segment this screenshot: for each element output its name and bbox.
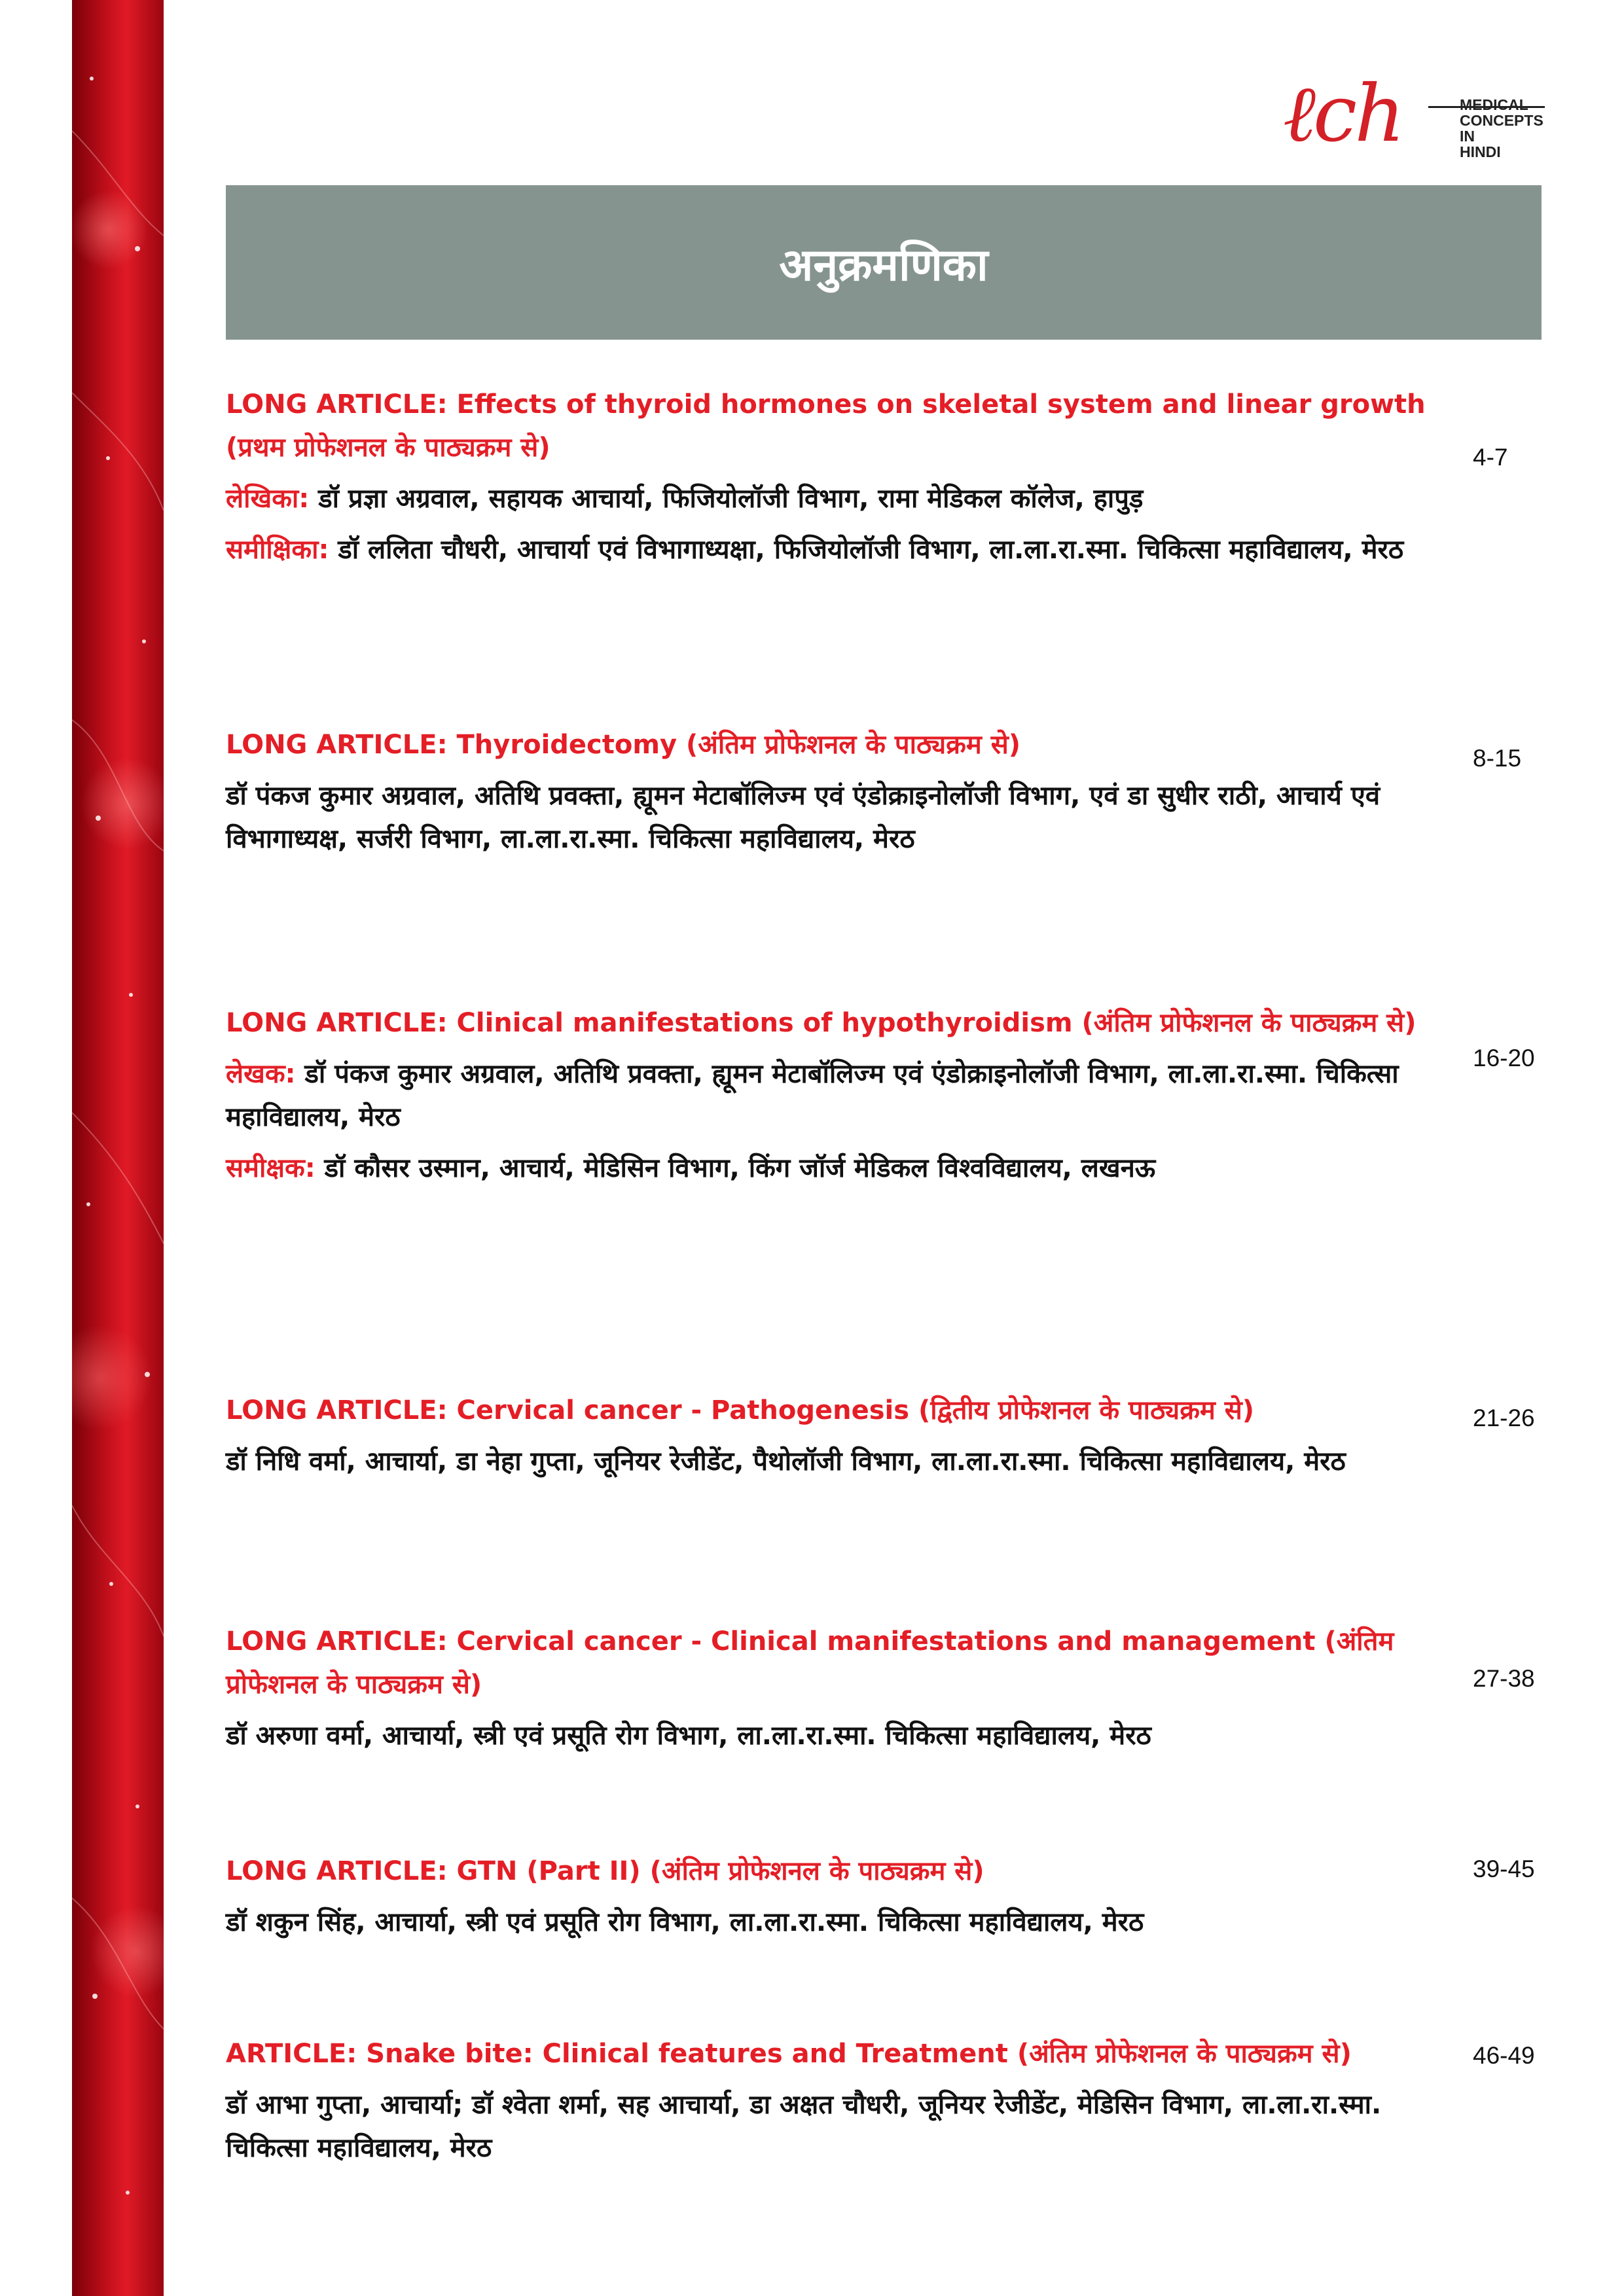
entry-title[interactable]: LONG ARTICLE: GTN (Part II) (अंतिम प्रोफेशनल के पाठ्यक्रम से): [226, 1856, 984, 1886]
mch-logo: [1283, 65, 1545, 164]
toc-entry[interactable]: [226, 1850, 1470, 1944]
reviewer-line: [226, 1147, 1470, 1190]
reviewer-label: समीक्षक:: [226, 1153, 316, 1183]
author-line: [226, 1714, 1470, 1757]
author-label: लेखक:: [226, 1059, 296, 1089]
page-range: 27-38: [1473, 1665, 1535, 1692]
page-range: 8-15: [1473, 745, 1522, 772]
toc-entry[interactable]: [226, 1389, 1470, 1483]
author-text: डॉ शकुन सिंह, आचार्या, स्त्री एवं प्रसूति रोग विभाग, ला.ला.रा.स्मा. चिकित्सा महाविद्यालय, मेरठ: [226, 1907, 1144, 1937]
reviewer-label: समीक्षिका:: [226, 535, 329, 565]
header-bar: [226, 185, 1542, 340]
page-title: अनुक्रमणिका: [779, 239, 988, 291]
author-label: लेखिका:: [226, 484, 310, 514]
author-text: डॉ अरुणा वर्मा, आचार्या, स्त्री एवं प्रसूति रोग विभाग, ला.ला.रा.स्मा. चिकित्सा महाविद्यालय, मेरठ: [226, 1721, 1151, 1751]
toc-entry[interactable]: [226, 723, 1470, 861]
author-text: डॉ पंकज कुमार अग्रवाल, अतिथि प्रवक्ता, ह्यूमन मेटाबॉलिज्म एवं एंडोक्राइनोलॉजी विभाग, एवं डा सुधीर राठी, आचार्य एवं विभागाध्यक्ष, सर्जरी विभाग, ला.ला.रा.स्मा. चिकित्सा महाविद्यालय, मेरठ: [226, 781, 1380, 854]
logo-line-3: HINDI: [1460, 143, 1501, 160]
entry-title[interactable]: LONG ARTICLE: Thyroidectomy (अंतिम प्रोफेशनल के पाठ्यक्रम से): [226, 730, 1021, 760]
toc-entry[interactable]: [226, 1001, 1470, 1190]
toc-entry[interactable]: [226, 1620, 1470, 1757]
author-text: डॉ प्रज्ञा अग्रवाल, सहायक आचार्या, फिजियोलॉजी विभाग, रामा मेडिकल कॉलेज, हापुड़: [309, 484, 1144, 514]
logo-text: [1460, 97, 1545, 160]
logo-line-1: MEDICAL: [1460, 96, 1528, 113]
decorative-red-band: [72, 0, 164, 2296]
toc-entry[interactable]: [226, 383, 1470, 571]
reviewer-text: डॉ ललिता चौधरी, आचार्या एवं विभागाध्यक्षा, फिजियोलॉजी विभाग, ला.ला.रा.स्मा. चिकित्सा महाविद्यालय, मेरठ: [329, 535, 1404, 565]
page-range: 16-20: [1473, 1045, 1535, 1071]
author-line: [226, 477, 1470, 520]
entry-title[interactable]: LONG ARTICLE: Cervical cancer - Clinical manifestations and management (अंतिम प्रोफेशनल के पाठ्यक्रम से): [226, 1626, 1394, 1700]
logo-line-2: CONCEPTS IN: [1460, 112, 1543, 145]
reviewer-text: डॉ कौसर उस्मान, आचार्य, मेडिसिन विभाग, किंग जॉर्ज मेडिकल विश्वविद्यालय, लखनऊ: [315, 1153, 1156, 1183]
page-range: 4-7: [1473, 444, 1508, 471]
author-line: [226, 2083, 1470, 2170]
author-text: डॉ निधि वर्मा, आचार्या, डा नेहा गुप्ता, जूनियर रेजीडेंट, पैथोलॉजी विभाग, ला.ला.रा.स्मा. चिकित्सा महाविद्यालय, मेरठ: [226, 1446, 1346, 1477]
toc-entry[interactable]: [226, 2032, 1470, 2170]
decorative-pattern: [72, 0, 164, 2296]
entry-title[interactable]: LONG ARTICLE: Cervical cancer - Pathogenesis (द्वितीय प्रोफेशनल के पाठ्यक्रम से): [226, 1395, 1255, 1426]
page-range: 39-45: [1473, 1856, 1535, 1882]
entry-title[interactable]: LONG ARTICLE: Effects of thyroid hormones on skeletal system and linear growth (प्रथम प्रोफेशनल के पाठ्यक्रम से): [226, 389, 1426, 463]
page-range: 21-26: [1473, 1405, 1535, 1431]
entry-title[interactable]: ARTICLE: Snake bite: Clinical features and Treatment (अंतिम प्रोफेशनल के पाठ्यक्रम से): [226, 2039, 1352, 2069]
author-line: [226, 774, 1470, 861]
page-range: 46-49: [1473, 2042, 1535, 2069]
author-line: [226, 1901, 1470, 1944]
entry-title[interactable]: LONG ARTICLE: Clinical manifestations of hypothyroidism (अंतिम प्रोफेशनल के पाठ्यक्रम से): [226, 1008, 1416, 1038]
author-text: डॉ आभा गुप्ता, आचार्या; डॉ श्वेता शर्मा, सह आचार्या, डा अक्षत चौधरी, जूनियर रेजीडेंट, मेडिसिन विभाग, ला.ला.रा.स्मा. चिकित्सा महाविद्यालय, मेरठ: [226, 2090, 1382, 2163]
logo-mark: ℓcℎ: [1283, 69, 1403, 160]
author-text: डॉ पंकज कुमार अग्रवाल, अतिथि प्रवक्ता, ह्यूमन मेटाबॉलिज्म एवं एंडोक्राइनोलॉजी विभाग, ला.ला.रा.स्मा. चिकित्सा महाविद्यालय, मेरठ: [226, 1059, 1399, 1132]
reviewer-line: [226, 528, 1470, 571]
page-margin: [0, 0, 72, 2296]
author-line: [226, 1440, 1470, 1483]
author-line: [226, 1052, 1470, 1139]
